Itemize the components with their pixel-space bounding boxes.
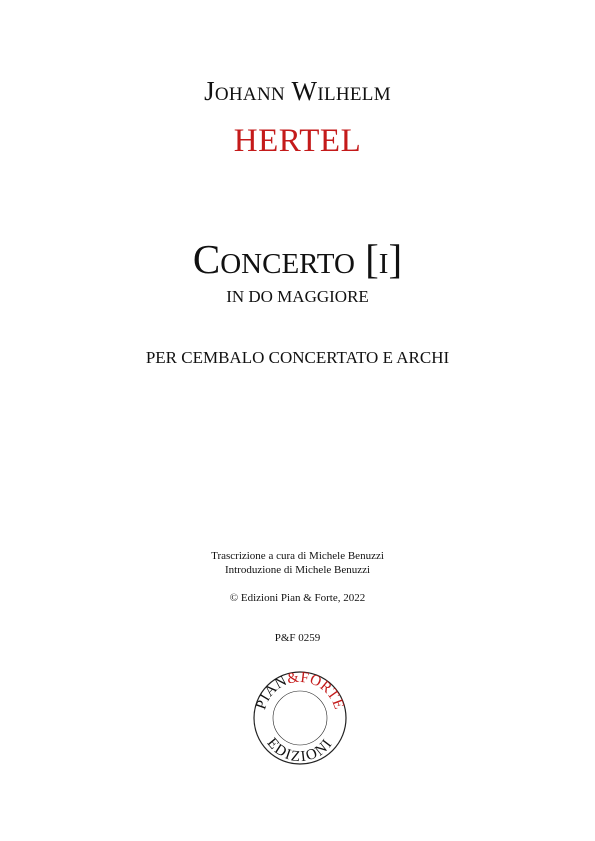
work-scoring: PER CEMBALO CONCERTATO E ARCHI [145,348,450,367]
seal-bottom-text: EDIZIONI [263,735,337,766]
transcription-credit: Trascrizione a cura di Michele Benuzzi [211,550,384,562]
publisher-seal-logo [252,670,348,766]
seal-inner-ring [273,691,327,745]
catalog-number: P&F 0259 [274,632,321,644]
composer-last-name: HERTEL [233,123,362,159]
work-key: IN DO MAGGIORE [226,287,369,306]
composer-first-names: Johann Wilhelm [204,76,391,106]
work-title: Concerto [i] [192,236,403,282]
introduction-credit: Introduzione di Michele Benuzzi [224,564,371,576]
seal-top-text: PIAN&FORTE [253,670,347,712]
copyright-notice: © Edizioni Pian & Forte, 2022 [229,592,366,604]
